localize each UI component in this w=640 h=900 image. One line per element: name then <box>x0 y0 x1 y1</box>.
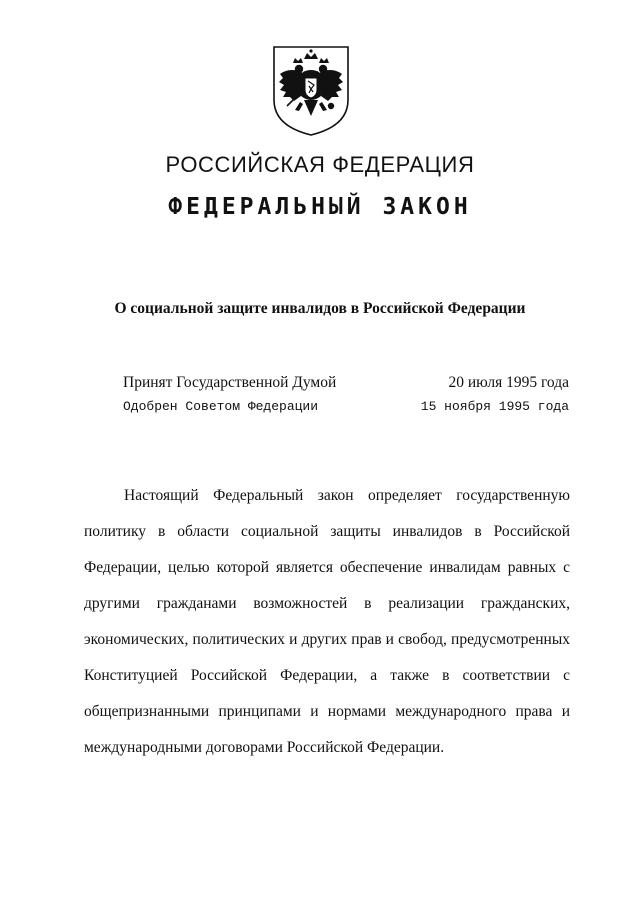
adoption-row <box>0 374 640 396</box>
adoption-body: Принят Государственной Думой <box>123 374 337 391</box>
approval-body: Одобрен Советом Федерации <box>123 399 319 414</box>
approval-row <box>0 399 640 421</box>
approval-date: 15 ноября 1995 года <box>420 399 569 414</box>
law-type-title: ФЕДЕРАЛЬНЫЙ ЗАКОН <box>168 194 472 220</box>
russian-coat-of-arms-icon <box>271 44 351 138</box>
preamble-paragraph: Настоящий Федеральный закон определяет государственную политику в области социальной защиты инвалидов в Российской Федерации, целью которой является обеспечение инвалидам равных с другими гражданами возможностей в реализации гражданских, экономических, политических и других прав и свобод, предусмотренных Конституцией Российской Федерации, а также в соответствии с общепризнанными принципами и нормами международного права и международными договорами Российской Федерации. <box>84 487 570 756</box>
adoption-date: 20 июля 1995 года <box>448 374 569 391</box>
country-heading: РОССИЙСКАЯ ФЕДЕРАЦИЯ <box>165 152 475 177</box>
law-subject: О социальной защите инвалидов в Российской Федерации <box>114 300 526 317</box>
